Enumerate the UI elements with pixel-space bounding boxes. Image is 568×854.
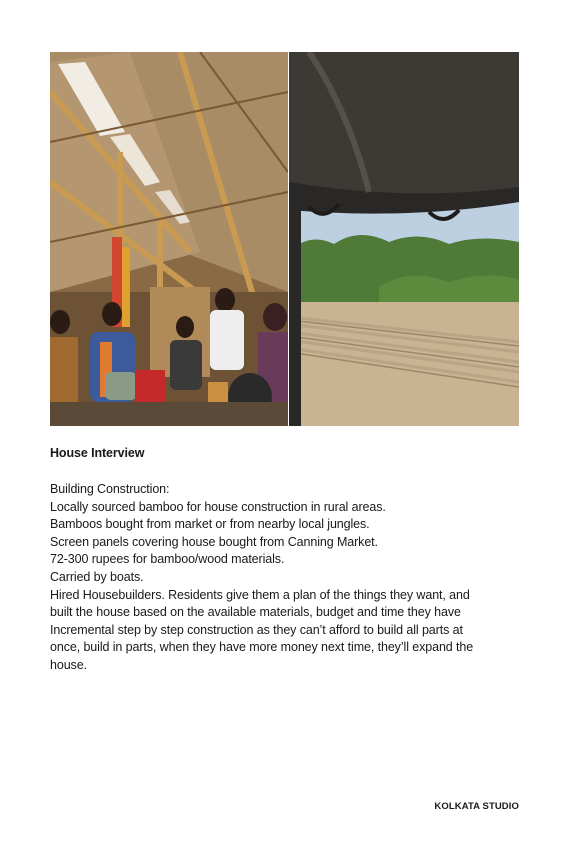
text-line: once, build in parts, when they have more money next time, they’ll expand the: [50, 640, 474, 655]
text-line: Hired Housebuilders. Residents give them a plan of the things they want, and: [50, 587, 470, 602]
text-line: built the house based on the available materials, budget and time they have: [50, 605, 461, 620]
text-line: Locally sourced bamboo for house construction in rural areas.: [50, 499, 386, 514]
section-heading: House Interview: [50, 446, 145, 460]
text-line: 72-300 rupees for bamboo/wood materials.: [50, 552, 285, 567]
interview-photo: [50, 52, 288, 426]
footer-label: KOLKATA STUDIO: [434, 801, 519, 812]
bamboo-bank-photo: [289, 52, 519, 426]
text-line: Bamboos bought from market or from nearby local jungles.: [50, 517, 370, 532]
text-line: Carried by boats.: [50, 569, 144, 584]
text-line: Building Construction:: [50, 482, 170, 496]
text-line: house.: [50, 657, 87, 672]
text-line: Screen panels covering house bought from Canning Market.: [50, 534, 378, 549]
body-text: [50, 481, 520, 675]
text-line: Incremental step by step construction as they can’t afford to build all parts at: [50, 622, 463, 637]
